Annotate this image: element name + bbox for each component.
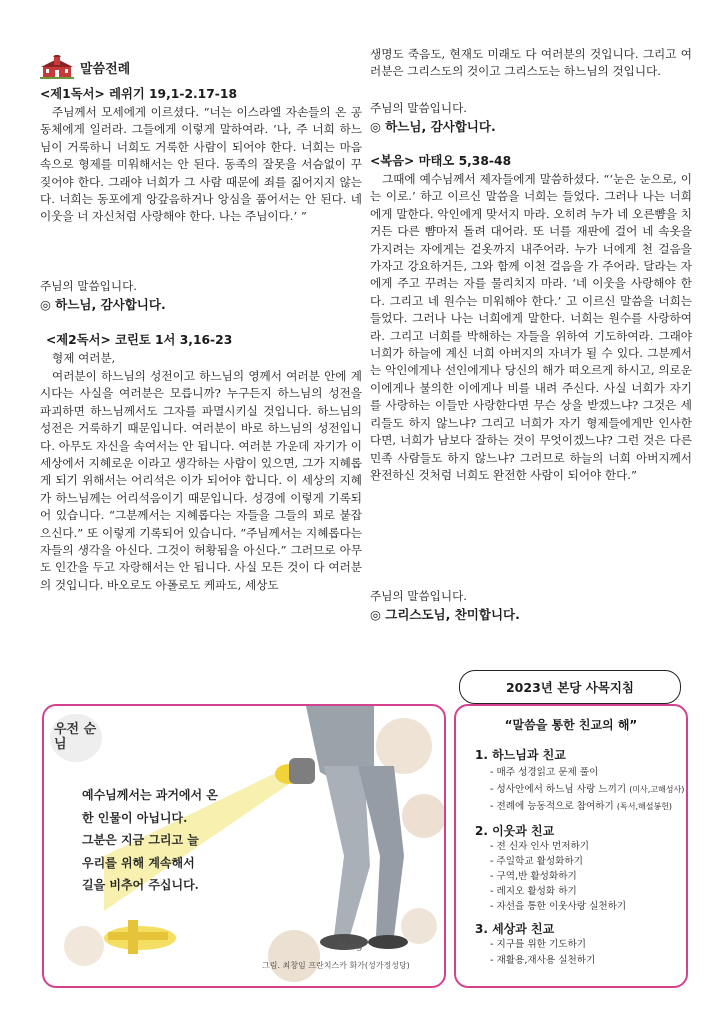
reading1-response: ◎ 하느님, 감사합니다. [40, 297, 166, 312]
poem-line: 우리를 위해 계속해서 [82, 855, 195, 870]
reading1-body: 주님께서 모세에게 이르셨다. “너는 이스라엘 자손들의 온 공동체에게 일러라. 그들에게 이렇게 말하여라. ‘나, 주 너희 하느님이 거룩하니 너희도 거룩한 사람이 되어야 한다. 너희는 마음속으로 형제를 미워해서는 안 된다. 동족의 잘못을 서슴없이 꾸짖어야 한다. 그래야 너희가 그 사람 때문에 죄를 짊어지지 않는다. 너희는 동포에게 앙갚음하거나 앙심을 품어서는 안 된다. 네 이웃을 너 자신처럼 사랑해야 한다. 나는 주님이다.’ ” [40, 105, 362, 224]
policy-item [490, 783, 684, 797]
poem-line: 그분은 지금 그리고 늘 [82, 833, 199, 847]
art-poem [82, 784, 312, 897]
poem-line: 한 인물이 아닙니다. [82, 810, 188, 825]
reading2-body: 여러분이 하느님의 성전이고 하느님의 영께서 여러분 안에 계시다는 사실을 여러분은 모릅니까? 누구든지 하느님의 성전을 파괴하면 하느님께서도 그자를 파멸시키실 것입니다. 하느님의 성전은 거룩하기 때문입니다. 여러분이 바로 하느님의 성전입니다. 아무도 자신을 속여서는 안 됩니다. 여러분 가운데 자기가 이 세상에서 지혜로운 이라고 생각하는 사람이 있으면, 그가 지혜롭게 되기 위해서는 어리석은 이가 되어야 합니다. 이 세상의 지혜가 하느님께는 어리석음이기 때문입니다. 성경에 이렇게 기록되어 있습니다. “그분께서는 지혜롭다는 자들을 그들의 꾀로 붙잡으신다.” 또 이렇게 기록되어 있습니다. “주님께서는 지혜롭다는 자들의 생각을 아신다. 그것이 허황됨을 아신다.” 그러므로 아무도 인간을 두고 자랑해서는 안 됩니다. 사실 모든 것이 다 여러분의 것입니다. 바오로도 아폴로도 케파도, 세상도 [40, 369, 362, 592]
policy-item: - 지구를 위한 기도하기 [490, 939, 587, 950]
liturgy-header [40, 54, 130, 80]
policy-item: - 주일학교 활성화하기 [490, 856, 583, 867]
policy-item: - 레지오 활성화 하기 [490, 886, 577, 897]
reading2-closing: 주님의 말씀입니다. [370, 101, 467, 115]
church-icon [40, 55, 74, 79]
art-signature: Hang [338, 942, 363, 952]
policy-section-title: 3. 세상과 친교 [475, 922, 555, 936]
policy-item [490, 800, 672, 814]
reading1-title: <제1독서> 레위기 19,1-2.17-18 [40, 87, 237, 101]
reading2-title: <제2독서> 코린토 1서 3,16-23 [46, 333, 233, 347]
reading1-closing: 주님의 말씀입니다. [40, 279, 137, 293]
reading2-greeting: 형제 여러분, [52, 351, 116, 365]
poem-line: 예수님께서는 과거에서 온 [82, 788, 218, 802]
gospel-response: ◎ 그리스도님, 찬미합니다. [370, 607, 520, 622]
policy-section-title: 1. 하느님과 친교 [475, 748, 566, 762]
policy-section-title: 2. 이웃과 친교 [475, 824, 555, 838]
gospel-body: 그때에 예수님께서 제자들에게 말씀하셨다. “‘눈은 눈으로, 이는 이로.’ 하고 이르신 말씀을 너희는 들었다. 그러나 나는 너희에게 말한다. 악인에게 맞서지 마라. 오히려 누가 네 오른뺨을 치거든 다른 뺨마저 돌려 대어라. 또 너를 재판에 걸어 네 속옷을 가지려는 자에게는 겉옷까지 내주어라. 누가 너에게 천 걸음을 가자고 강요하거든, 그와 함께 이천 걸음을 가 주어라. 달라는 자에게 주고 꾸려는 자를 물리치지 마라. ‘네 이웃을 사랑해야 한다. 그리고 네 원수는 미워해야 한다.’ 고 이르신 말씀을 너희는 들었다. 그러나 나는 너희에게 말한다. 너희는 원수를 사랑하여라. 그리고 너희를 박해하는 자들을 위하여 기도하여라. 그래야 너희가 하늘에 계신 너희 아버지의 자녀가 될 수 있다. 그분께서는 악인에게나 선인에게나 당신의 해가 떠오르게 하시고, 의로운 이에게나 불의한 이에게나 비를 내려 주신다. 사실 너희가 자기를 사랑하는 이들만 사랑한다면 무슨 상을 받겠느냐? 그것은 세리들도 하지 않느냐? 그리고 너희가 자기 형제들에게만 인사한다면, 너희가 남보다 잘하는 것이 무엇이겠느냐? 그런 것은 다른 민족 사람들도 하지 않느냐? 그러므로 하늘의 너희 아버지께서 완전하신 것처럼 너희도 완전한 사람이 되어야 한다.” [370, 172, 692, 482]
policy-motto: “말씀을 통한 친교의 해” [504, 718, 638, 732]
policy-item: - 매주 성경읽고 문제 풀이 [490, 767, 599, 778]
policy-item: - 구역,반 활성화하기 [490, 871, 577, 882]
art-caption: 그림. 최창임 프란치스카 화가(성가정성당) [262, 961, 410, 970]
policy-title: 2023년 본당 사목지침 [459, 670, 681, 704]
policy-item-note: (독서,해설봉헌) [616, 802, 673, 811]
policy-item: - 자선을 통한 이웃사랑 실천하기 [490, 901, 627, 912]
policy-item-note: (미사,고해성사) [629, 785, 685, 794]
policy-item-text: - 성사안에서 하느님 사랑 느끼기 [490, 784, 627, 795]
reading2-response: ◎ 하느님, 감사합니다. [370, 119, 496, 134]
gospel-title: <복음> 마태오 5,38-48 [370, 154, 512, 168]
policy-item-text: - 전례에 능동적으로 참여하기 [490, 801, 614, 812]
policy-item: - 재활용,재사용 실천하기 [490, 955, 596, 966]
header-title: 말씀전례 [80, 61, 131, 77]
art-badge: 우전 순님 [54, 722, 97, 752]
policy-item: - 전 신자 인사 먼저하기 [490, 841, 590, 852]
gospel-closing: 주님의 말씀입니다. [370, 589, 467, 603]
poem-line: 길을 비추어 주십니다. [82, 878, 199, 892]
reading2-continued: 생명도 죽음도, 현재도 미래도 다 여러분의 것입니다. 그리고 여러분은 그리스도의 것이고 그리스도는 하느님의 것입니다. [370, 47, 692, 79]
